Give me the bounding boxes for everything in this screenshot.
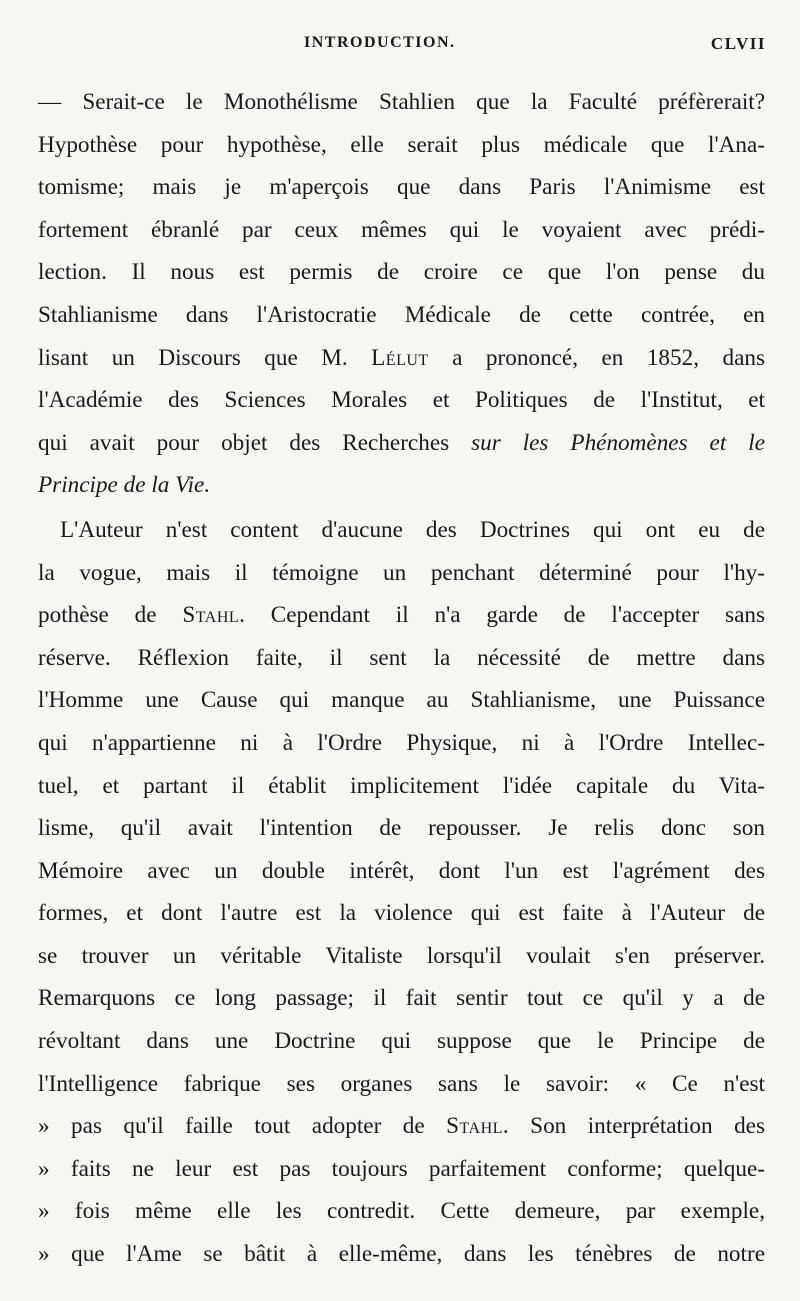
text-segment: . Son interprétation des — [502, 1113, 765, 1140]
text-line — [38, 1020, 765, 1063]
text-line — [38, 679, 765, 722]
text-segment: » fois même elle les contredit. Cette demeure, par exemple, — [38, 1198, 765, 1225]
text-segment: a prononcé, en 1852, dans — [428, 344, 765, 371]
italic-text: sur les Phénomènes et le — [471, 429, 765, 456]
text-segment: tomisme; mais je m'aperçois que dans Paris l'Animisme est — [38, 174, 765, 201]
page-number: CLVII — [710, 34, 766, 53]
text-line — [38, 594, 765, 637]
text-line — [38, 464, 765, 507]
running-head: INTRODUCTION. — [304, 34, 456, 51]
text-segment: » pas qu'il faille tout adopter de — [38, 1113, 447, 1140]
text-segment: Remarquons ce long passage; il fait sentir tout ce qu'il y a de — [38, 985, 765, 1012]
text-segment: réserve. Réflexion faite, il sent la nécessité de mettre dans — [38, 644, 765, 671]
text-line — [38, 722, 765, 765]
text-segment: L'Auteur n'est content d'aucune des Doctrines qui ont eu de — [60, 516, 765, 543]
text-segment: l'Intelligence fabrique ses organes sans le savoir: « Ce n'est — [38, 1070, 765, 1097]
text-line — [38, 124, 765, 167]
paragraph — [38, 509, 765, 1276]
text-segment: Stahlianisme dans l'Aristocratie Médicale de cette contrée, en — [38, 301, 765, 328]
text-line — [38, 209, 765, 252]
small-caps-name: Stahl — [446, 1113, 503, 1140]
small-caps-name: Stahl — [182, 602, 240, 629]
text-line — [38, 637, 765, 680]
text-segment: Hypothèse pour hypothèse, elle serait plus médicale que l'Ana- — [38, 131, 765, 158]
text-line — [38, 509, 765, 552]
text-line — [38, 379, 765, 422]
text-line — [38, 166, 765, 209]
page-header — [34, 30, 766, 60]
text-segment: lisme, qu'il avait l'intention de repousser. Je relis donc son — [38, 815, 765, 842]
text-segment: l'Académie des Sciences Morales et Politiques de l'Institut, et — [38, 387, 765, 414]
text-line — [38, 1105, 765, 1148]
text-line — [38, 81, 765, 124]
text-segment: se trouver un véritable Vitaliste lorsqu'il voulait s'en préserver. — [38, 942, 765, 969]
text-segment: révoltant dans une Doctrine qui suppose que le Principe de — [38, 1028, 765, 1055]
text-line — [38, 1190, 765, 1233]
text-segment: lection. Il nous est permis de croire ce que l'on pense du — [38, 259, 765, 286]
text-line — [38, 337, 765, 380]
text-segment: — Serait-ce le Monothélisme Stahlien que la Faculté préfèrerait? — [38, 89, 765, 115]
body-text — [38, 81, 765, 1276]
text-segment: l'Homme une Cause qui manque au Stahlianisme, une Puissance — [38, 687, 765, 714]
text-segment: tuel, et partant il établit implicitement l'idée capitale du Vita- — [38, 772, 765, 799]
paragraph — [38, 81, 765, 507]
text-line — [38, 294, 765, 337]
text-segment: lisant un Discours que M. — [38, 344, 372, 371]
text-segment: fortement ébranlé par ceux mêmes qui le voyaient avec prédi- — [38, 216, 765, 243]
text-line — [38, 850, 765, 893]
text-line — [38, 251, 765, 294]
text-line — [38, 807, 765, 850]
text-segment: qui n'appartienne ni à l'Ordre Physique, ni à l'Ordre Intellec- — [38, 729, 765, 756]
text-segment: qui avait pour objet des Recherches — [38, 429, 472, 456]
italic-text: Principe de la Vie. — [38, 472, 211, 499]
text-segment: » que l'Ame se bâtit à elle-même, dans les ténèbres de notre — [38, 1241, 765, 1268]
text-line — [38, 552, 765, 595]
text-line — [38, 1148, 765, 1191]
text-segment: . Cependant il n'a garde de l'accepter sans — [239, 602, 765, 629]
text-line — [38, 1063, 765, 1106]
text-segment: la vogue, mais il témoigne un penchant déterminé pour l'hy- — [38, 559, 765, 586]
text-line — [38, 892, 765, 935]
text-line — [38, 765, 765, 808]
small-caps-name: Lélut — [371, 344, 429, 371]
text-line — [38, 935, 765, 978]
text-segment: Mémoire avec un double intérêt, dont l'un est l'agrément des — [38, 857, 765, 884]
text-segment: » faits ne leur est pas toujours parfaitement conforme; quelque- — [38, 1155, 765, 1182]
text-line — [38, 1233, 765, 1276]
text-segment: formes, et dont l'autre est la violence qui est faite à l'Auteur de — [38, 900, 765, 927]
text-line — [38, 977, 765, 1020]
text-segment: pothèse de — [38, 602, 183, 629]
text-line — [38, 422, 765, 465]
